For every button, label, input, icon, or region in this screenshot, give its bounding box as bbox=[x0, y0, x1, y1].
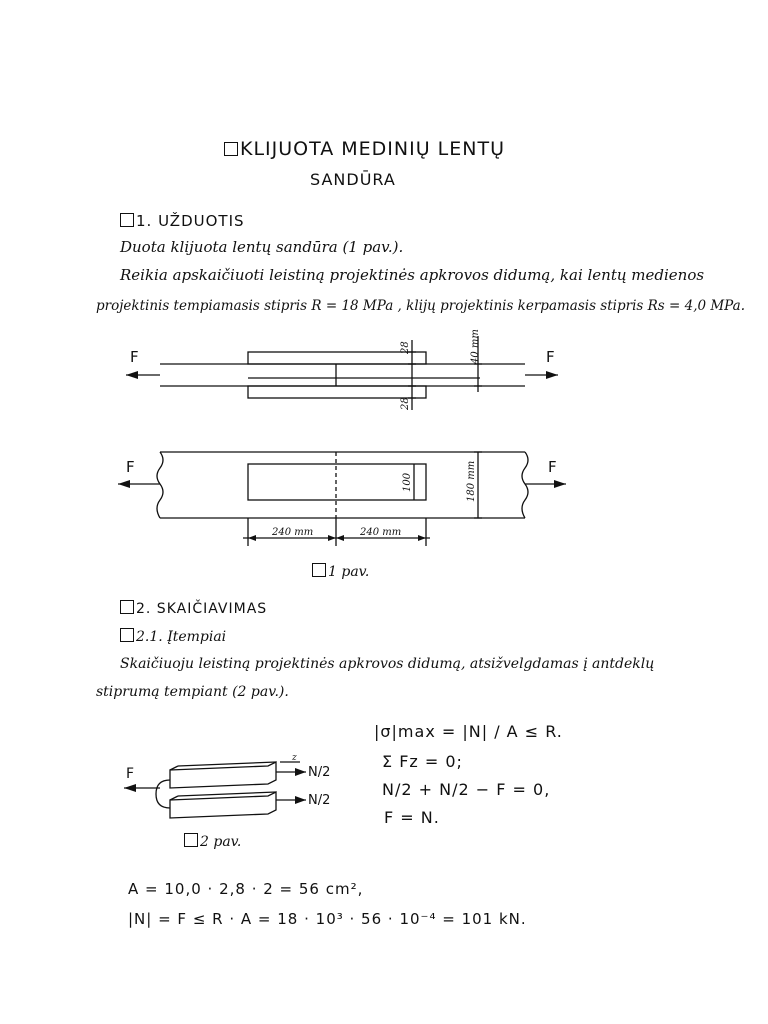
placeholder-box-icon bbox=[120, 600, 134, 614]
page-subtitle: SANDŪRA bbox=[310, 170, 396, 189]
fig1-dim-240-left: 240 mm bbox=[272, 527, 314, 538]
calculation-area: A = 10,0 · 2,8 · 2 = 56 cm², bbox=[128, 880, 364, 898]
fig1-dim-28-bottom: 28 bbox=[400, 397, 411, 410]
calc-text-2: stiprumą tempiant (2 pav.). bbox=[96, 684, 289, 700]
placeholder-box-icon bbox=[312, 563, 326, 577]
fig1-dim-28-top: 28 bbox=[400, 341, 411, 354]
equation-2: Σ Fz = 0; bbox=[382, 752, 463, 771]
fig1-dim-240-right: 240 mm bbox=[360, 527, 402, 538]
fig2-force-label: F bbox=[126, 766, 135, 782]
equation-1: |σ|max = |N| / A ≤ R. bbox=[374, 722, 563, 741]
task-text-2: Reikia apskaičiuoti leistiną projektinės apkrovos didumą, kai lentų medienos bbox=[120, 266, 705, 284]
task-text-3: projektinis tempiamasis stipris R = 18 MPa , klijų projektinis kerpamasis stipris Rs = 4,0 MPa. bbox=[96, 298, 746, 314]
equation-3: N/2 + N/2 − F = 0, bbox=[382, 780, 551, 799]
section-subheading-stresses: 2.1. Įtempiai bbox=[120, 628, 226, 645]
page-title: KLIJUOTA MEDINIŲ LENTŲ bbox=[224, 138, 505, 160]
fig2-z-label: z bbox=[292, 753, 297, 763]
calc-text-1: Skaičiuoju leistiną projektinės apkrovos didumą, atsižvelgdamas į antdeklų bbox=[120, 656, 655, 672]
fig1-force-right-plan: F bbox=[548, 458, 557, 476]
fig1-force-right-side: F bbox=[546, 348, 555, 366]
fig1-force-left-plan: F bbox=[126, 458, 135, 476]
section-heading-task: 1. UŽDUOTIS bbox=[120, 212, 245, 230]
fig2-n-bottom: N/2 bbox=[308, 793, 331, 808]
figure-2-caption: 2 pav. bbox=[184, 833, 241, 850]
equation-4: F = N. bbox=[384, 808, 440, 827]
section-heading-calculation: 2. SKAIČIAVIMAS bbox=[120, 600, 267, 617]
fig2-n-top: N/2 bbox=[308, 765, 331, 780]
placeholder-box-icon bbox=[184, 833, 198, 847]
fig1-dim-180: 180 mm bbox=[466, 460, 477, 502]
figure-1-caption: 1 pav. bbox=[312, 563, 369, 580]
fig1-dim-100: 100 bbox=[402, 472, 413, 492]
task-text-1: Duota klijuota lentų sandūra (1 pav.). bbox=[120, 238, 404, 256]
fig1-force-left-side: F bbox=[130, 348, 139, 366]
calculation-force: |N| = F ≤ R · A = 18 · 10³ · 56 · 10⁻⁴ = 101 kN. bbox=[128, 910, 527, 928]
placeholder-box-icon bbox=[120, 628, 134, 642]
fig1-dim-40: 40 mm bbox=[470, 329, 481, 364]
